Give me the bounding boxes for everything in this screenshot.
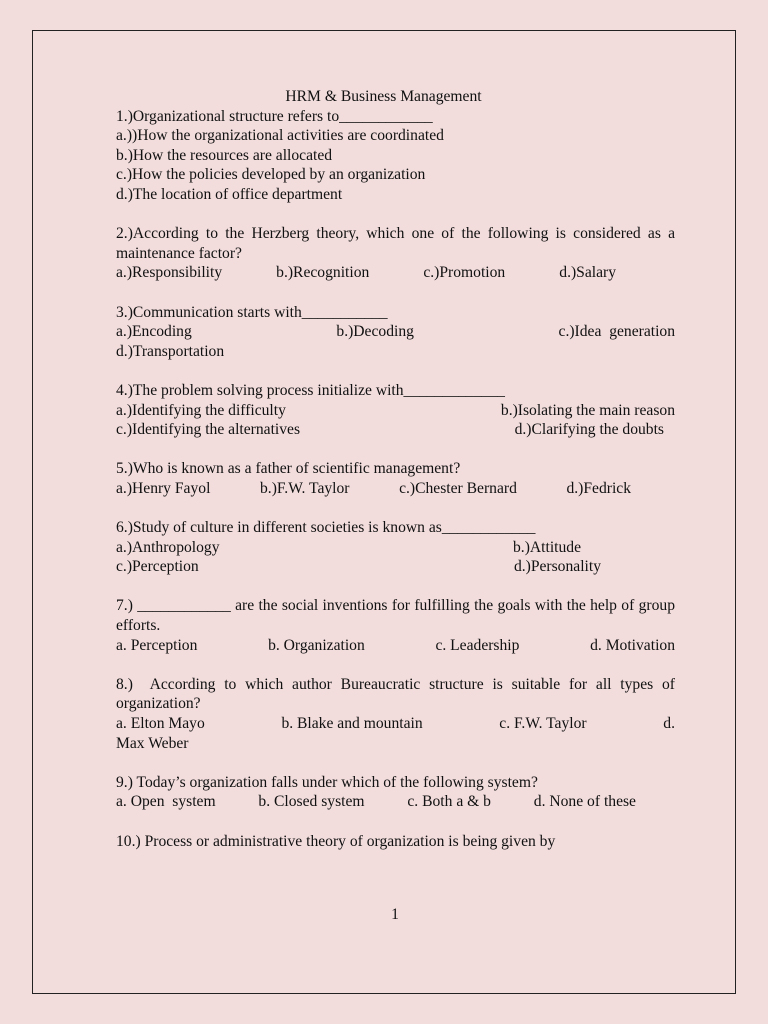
q1-option-d: d.)The location of office department [116, 185, 343, 203]
q5-option-c: c.)Chester Bernard [399, 479, 517, 497]
q5-options [116, 479, 631, 499]
q3-option-b: b.)Decoding [336, 323, 414, 341]
q1-option-a: a.))How the organizational activities are coordinated [116, 127, 444, 145]
q4-option-b: b.)Isolating the main reason [500, 401, 675, 419]
document-title: HRM & Business Management [285, 88, 482, 105]
page-number: 1 [391, 906, 399, 923]
q8-option-b: b. Blake and mountain [281, 715, 423, 732]
q4-option-c: c.)Identifying the alternatives [116, 421, 301, 439]
q5-option-b: b.)F.W. Taylor [260, 479, 350, 497]
q8-option-d-text: Max Weber [116, 734, 189, 752]
q8-option-a: a. Elton Mayo [116, 715, 205, 732]
q5-option-d: d.)Fedrick [566, 479, 631, 497]
q5-option-a: a.)Henry Fayol [116, 479, 211, 497]
q3-option-c: c.)Idea generation [558, 323, 675, 341]
q6-option-c: c.)Perception [116, 558, 199, 576]
q6-option-a: a.)Anthropology [116, 538, 220, 556]
q8-option-c: c. F.W. Taylor [499, 715, 587, 732]
q7-option-b: b. Organization [268, 636, 365, 654]
document-body [116, 87, 679, 851]
question-5: 5.)Who is known as a father of scientific management? [116, 460, 461, 478]
question-3: 3.)Communication starts with___________ [116, 303, 388, 321]
question-10: 10.) Process or administrative theory of organization is being given by [116, 832, 556, 850]
question-8: 8.) According to which author Bureaucratic structure is suitable for all types of organization? [116, 675, 679, 713]
q4-option-d: d.)Clarifying the doubts [514, 421, 664, 439]
q4-options-row1 [116, 401, 675, 421]
question-4: 4.)The problem solving process initialize with_____________ [116, 381, 505, 399]
question-2: 2.)According to the Herzberg theory, which one of the following is considered as a maintenance factor? [116, 225, 675, 262]
q4-option-a: a.)Identifying the difficulty [116, 401, 286, 419]
q9-options [116, 792, 636, 812]
question-9: 9.) Today’s organization falls under which of the following system? [116, 773, 538, 791]
q2-options [116, 263, 616, 283]
q3-option-d: d.)Transportation [116, 342, 225, 360]
q9-option-d: d. None of these [533, 793, 636, 811]
q3-option-a: a.)Encoding [116, 323, 192, 341]
q4-options-row2 [116, 420, 664, 440]
q6-options-row1 [116, 538, 581, 558]
question-7: 7.) ____________ are the social inventions for fulfilling the goals with the help of group efforts. [116, 597, 675, 635]
q1-option-c: c.)How the policies developed by an organization [116, 166, 426, 184]
q8-options [116, 714, 675, 734]
q7-options [116, 636, 675, 656]
question-1: 1.)Organizational structure refers to____________ [116, 107, 433, 125]
q8-option-d-prefix: d. [663, 715, 675, 732]
q7-option-a: a. Perception [116, 636, 198, 654]
q3-options [116, 322, 675, 342]
q6-options-row2 [116, 557, 601, 577]
q9-option-a: a. Open system [116, 793, 216, 811]
q7-option-c: c. Leadership [435, 636, 520, 654]
q2-option-c: c.)Promotion [423, 264, 506, 282]
q7-option-d: d. Motivation [590, 636, 675, 654]
q6-option-b: b.)Attitude [513, 538, 581, 556]
q1-option-b: b.)How the resources are allocated [116, 146, 333, 164]
q2-option-b: b.)Recognition [276, 264, 370, 282]
q9-option-c: c. Both a & b [407, 793, 491, 811]
q9-option-b: b. Closed system [258, 793, 365, 811]
q2-option-a: a.)Responsibility [116, 264, 223, 282]
q6-option-d: d.)Personality [513, 558, 601, 576]
q2-option-d: d.)Salary [559, 264, 616, 282]
question-6: 6.)Study of culture in different societies is known as____________ [116, 519, 536, 537]
